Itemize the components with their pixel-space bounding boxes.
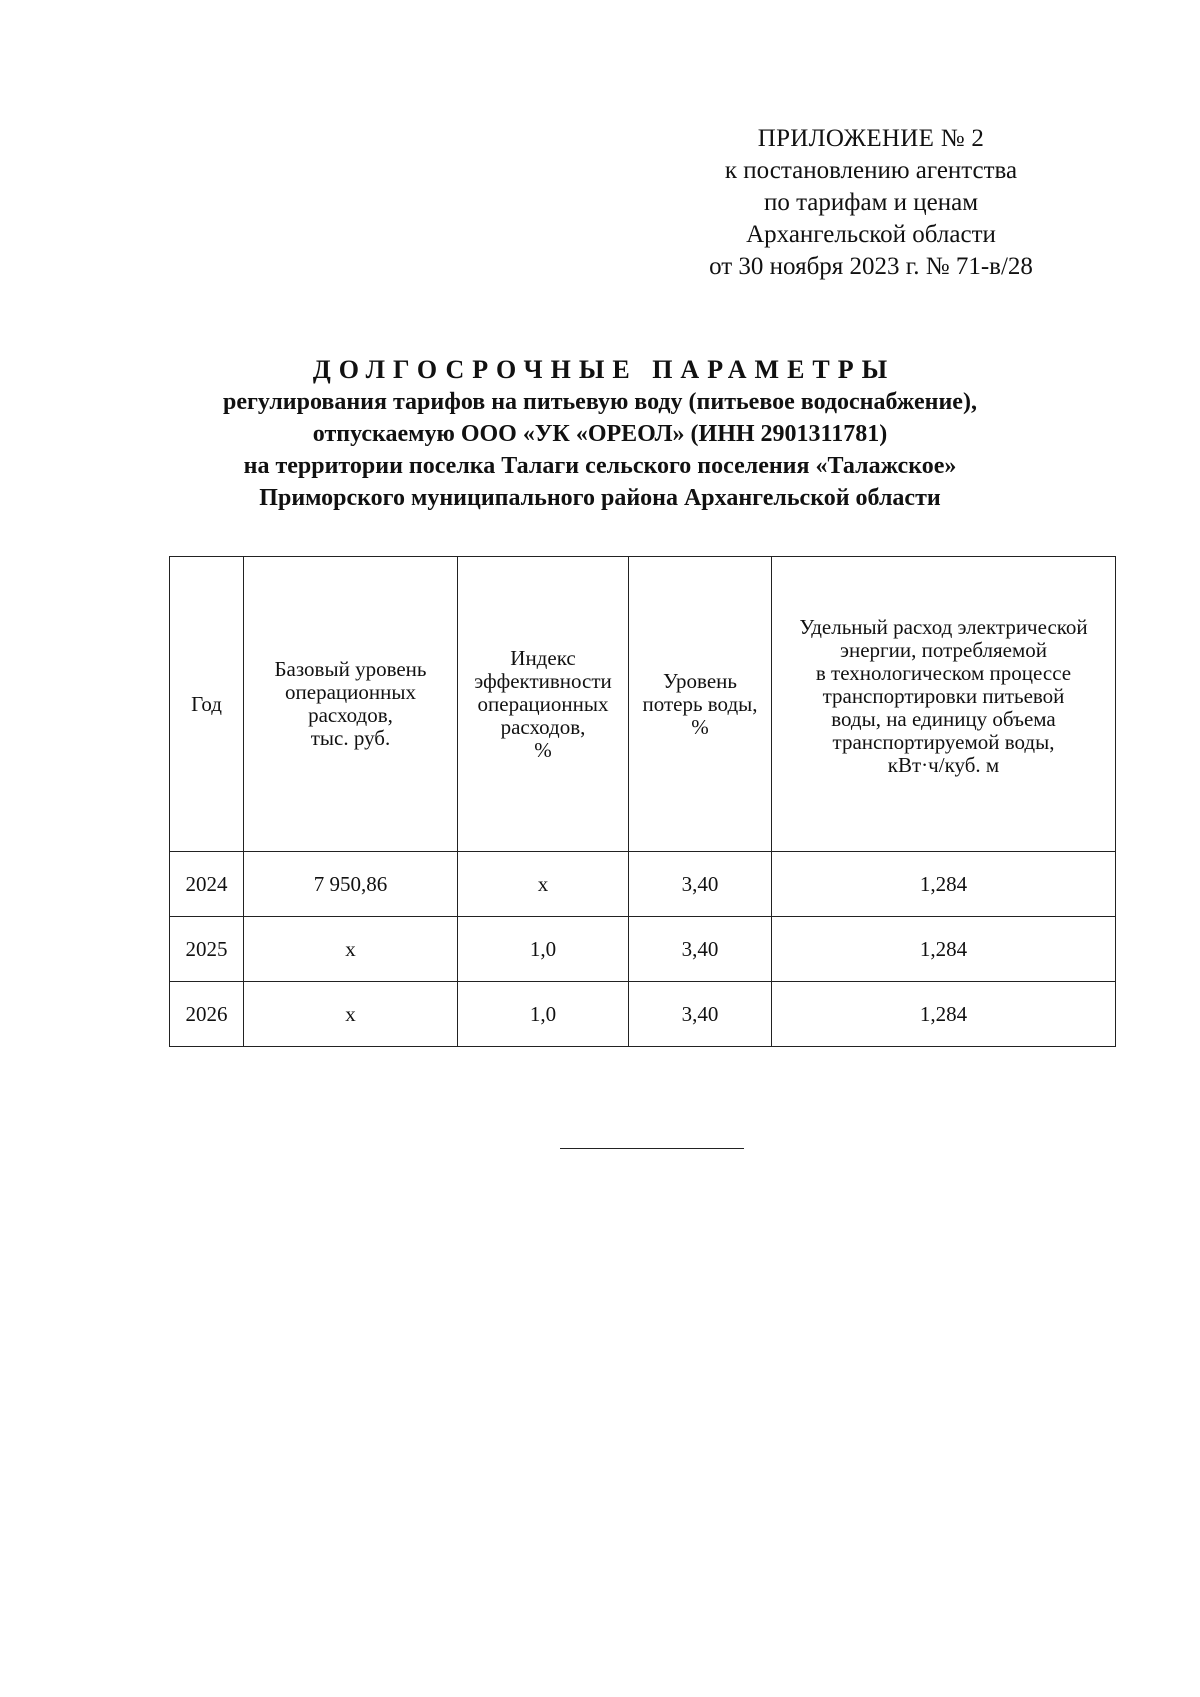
parameters-table [169, 556, 1116, 1047]
header-water-loss-label: Уровень потерь воды, % [642, 668, 758, 739]
cell-year: 2026 [170, 982, 244, 1047]
appendix-line-agency: по тарифам и ценам [763, 189, 979, 216]
header-base-opex [244, 557, 458, 852]
cell-efficiency-index: 1,0 [458, 982, 629, 1047]
header-base-opex-label: Базовый уровень операционных расходов, тыс. руб. [274, 657, 427, 750]
appendix-title: ПРИЛОЖЕНИЕ № 2 [757, 125, 985, 152]
table-row [170, 982, 1116, 1047]
header-water-loss [629, 557, 772, 852]
appendix-block [660, 123, 1082, 283]
appendix-line-date-number: от 30 ноября 2023 г. № 71-в/28 [709, 253, 1033, 280]
subtitle-line-1: регулирования тарифов на питьевую воду (питьевое водоснабжение), [223, 389, 977, 415]
header-energy-consumption [772, 557, 1116, 852]
header-year-label: Год [191, 691, 222, 716]
subtitle-line-4: Приморского муниципального района Архангельской области [259, 485, 941, 511]
table-header-row [170, 557, 1116, 852]
table-row [170, 852, 1116, 917]
cell-energy-consumption: 1,284 [772, 917, 1116, 982]
cell-base-opex: х [244, 917, 458, 982]
cell-energy-consumption: 1,284 [772, 852, 1116, 917]
end-divider [560, 1148, 744, 1149]
cell-water-loss: 3,40 [629, 982, 772, 1047]
cell-efficiency-index: 1,0 [458, 917, 629, 982]
appendix-line-resolution: к постановлению агентства [724, 157, 1018, 184]
subtitle-line-3: на территории поселка Талаги сельского поселения «Талажское» [243, 453, 957, 479]
document-title: ДОЛГОСРОЧНЫЕ ПАРАМЕТРЫ [312, 355, 896, 384]
header-efficiency-index-label: Индекс эффективности операционных расходов, % [474, 645, 612, 762]
subtitle-line-2: отпускаемую ООО «УК «ОРЕОЛ» (ИНН 2901311781) [312, 421, 888, 447]
header-efficiency-index [458, 557, 629, 852]
table-row [170, 917, 1116, 982]
cell-energy-consumption: 1,284 [772, 982, 1116, 1047]
cell-water-loss: 3,40 [629, 917, 772, 982]
appendix-line-region: Архангельской области [746, 221, 996, 248]
header-year [170, 557, 244, 852]
cell-year: 2024 [170, 852, 244, 917]
cell-base-opex: 7 950,86 [244, 852, 458, 917]
document-heading [100, 354, 1100, 514]
cell-year: 2025 [170, 917, 244, 982]
cell-water-loss: 3,40 [629, 852, 772, 917]
header-energy-consumption-label: Удельный расход электрической энергии, потребляемой в технологическом процессе транспортировки питьевой воды, на единицу объема транспортируемой воды, кВт·ч/куб. м [799, 614, 1088, 777]
cell-efficiency-index: х [458, 852, 629, 917]
cell-base-opex: х [244, 982, 458, 1047]
